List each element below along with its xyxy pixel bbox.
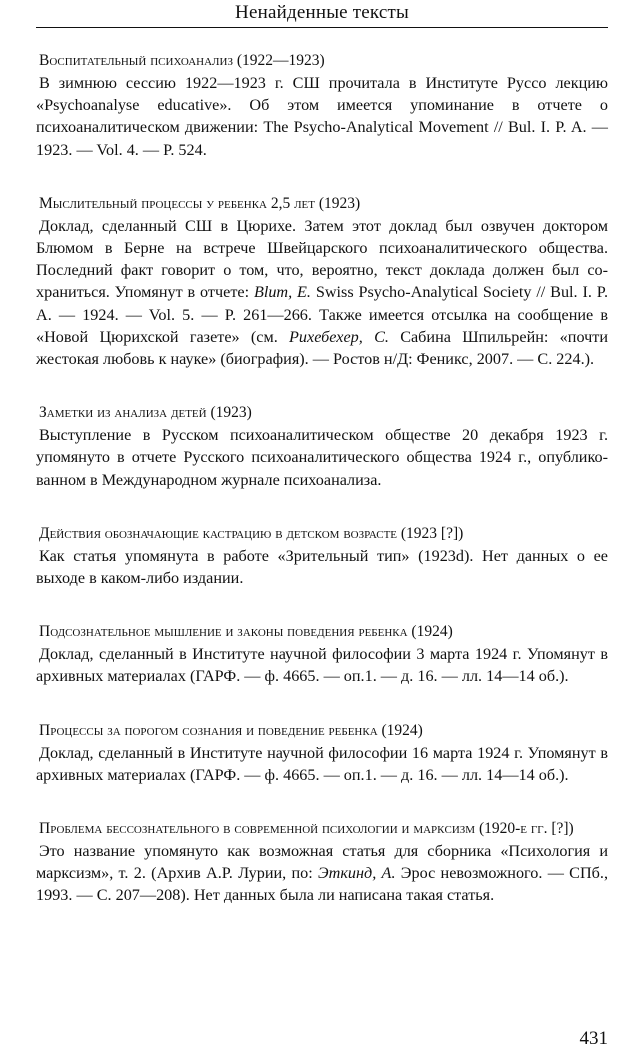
entry-title: Подсознательное мышление и законы поведения ребенка (1924): [39, 623, 453, 641]
page-number: 431: [579, 1028, 608, 1049]
body-text: Это название упомянуто как возможная статья для сборника «Психология и марксизм», т. 2. (Архив А.Р. Лурии, по:: [36, 842, 608, 883]
entry-child-analysis-notes: [36, 402, 608, 491]
running-title: Ненайденные тексты: [235, 2, 409, 23]
author-name: Рихебехер, С.: [289, 327, 389, 346]
entry-title: Мыслительный процессы у ребенка 2,5 лет (1923): [39, 194, 361, 212]
body-text: Доклад, сделанный СШ в Цюрихе. Затем этот доклад был озвучен доктором Блюмом в Берне на встрече Швейцарского психоаналитического общества. Последний факт говорит о том, что, вероятно, текст доклада должен был сохраниться. Упомянут в отчете:: [36, 216, 608, 302]
entry-unconscious-and-marxism: [36, 818, 608, 907]
entry-educational-psychoanalysis: [36, 50, 608, 161]
entry-title: Процессы за порогом сознания и поведение ребенка (1924): [39, 721, 423, 739]
author-name: Blum, E.: [253, 283, 311, 302]
entries-list: [36, 50, 608, 939]
entry-body: Доклад, сделанный в Институте научной философии 16 марта 1924 г. Упомянут в архивных материалах (ГАРФ. — ф. 4665. — оп.1. — д. 16. — лл. 14—14 об.).: [36, 743, 608, 784]
body-text: Сабина Шпильрейн: «почти жестокая любовь к науке» (биография). — Ростов н/Д: Феникс, 2007. — С. 224.).: [36, 327, 608, 369]
entry-processes-beyond-consciousness: [36, 720, 608, 786]
entry-title: Проблема бессознательного в современной психологии и марксизм (1920-е гг. [?]): [39, 820, 574, 838]
header-rule: [36, 27, 608, 28]
entry-body: [36, 840, 608, 907]
author-name: Эткинд, А.: [318, 864, 396, 883]
entry-subconscious-thinking: [36, 621, 608, 687]
entry-thinking-processes: [36, 193, 608, 370]
entry-body: Выступление в Русском психоаналитическом обществе 20 декабря 1923 г. упомянуто в отчете Русского психоаналитического общества 1924 г., опубликованном в Международном журнале психоанализа.: [36, 426, 608, 489]
body-text: Эрос невозможного. — СПб., 1993. — С. 207—208). Нет данных была ли написана такая статья.: [36, 864, 609, 905]
entry-body: [36, 215, 608, 370]
entry-title: Заметки из анализа детей (1923): [39, 404, 252, 422]
entry-body: Как статья упомянута в работе «Зрительный тип» (1923d). Нет данных о ее выходе в каком-либо издании.: [36, 546, 608, 588]
body-text: Swiss Psycho-Analytical Society // Bul. I. P. A. — 1924. — Vol. 5. — P. 261—266. Также имеется отсылка на сообщение в «Новой Цюрихской газете» (см.: [36, 283, 609, 346]
entry-title: Воспитательный психоанализ (1922—1923): [39, 52, 325, 69]
entry-castration-actions: [36, 523, 608, 589]
entry-title: Действия обозначающие кастрацию в детском возрасте (1923 [?]): [39, 524, 464, 542]
entry-body: Доклад, сделанный в Институте научной философии 3 марта 1924 г. Упомянут в архивных материалах (ГАРФ. — ф. 4665. — оп.1. — д. 16. — лл. 14—14 об.).: [36, 645, 608, 686]
entry-body: В зимнюю сессию 1922—1923 г. СШ прочитала в Институте Руссо лекцию «Psychoanalyse educative». Об этом имеется упоминание в отчете о психоаналитическом движении: The Psycho-Analytical Movement // Bul. I. P. A. — 1923. — Vol. 4. — P. 524.: [36, 74, 608, 159]
